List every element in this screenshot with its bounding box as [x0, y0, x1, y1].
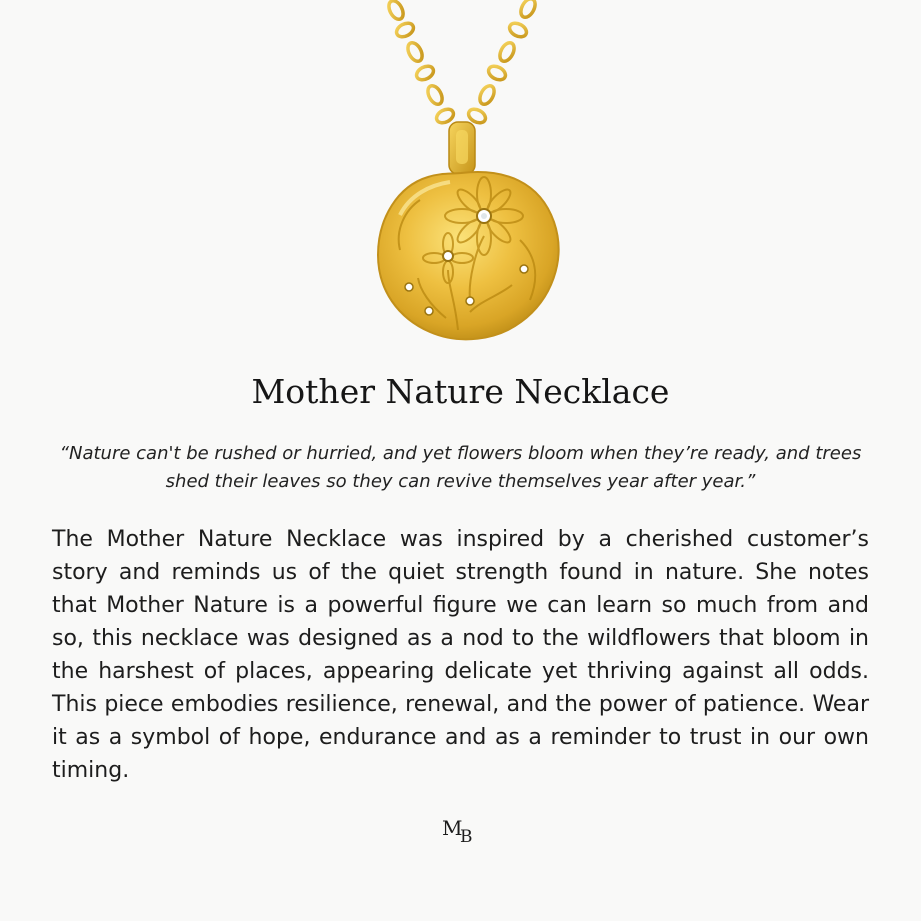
chain-right [466, 0, 538, 126]
pendant-bail [449, 122, 475, 174]
product-image [0, 0, 921, 350]
necklace-pendant-icon [0, 0, 921, 350]
svg-text:M: M [442, 816, 463, 840]
svg-text:B: B [460, 827, 473, 845]
page-title: Mother Nature Necklace [251, 372, 670, 411]
product-quote: “Nature can't be rushed or hurried, and yet flowers bloom when they’re ready, and trees shed their leaves so they can revive themselves year after year.” [59, 443, 862, 492]
chain-left [386, 0, 456, 126]
product-description: The Mother Nature Necklace was inspired by a cherished customer’s story and reminds us of the quiet strength found in nature. She notes that Mother Nature is a powerful figure we can learn so much from and so, this necklace was designed as a nod to the wildflowers that bloom in the harshest of places, appearing delicate yet thriving against all odds. This piece embodies resilience, renewal, and the power of patience. Wear it as a symbol of hope, endurance and as a reminder to trust in our own timing. [52, 527, 869, 783]
monogram-logo-icon [440, 815, 482, 845]
